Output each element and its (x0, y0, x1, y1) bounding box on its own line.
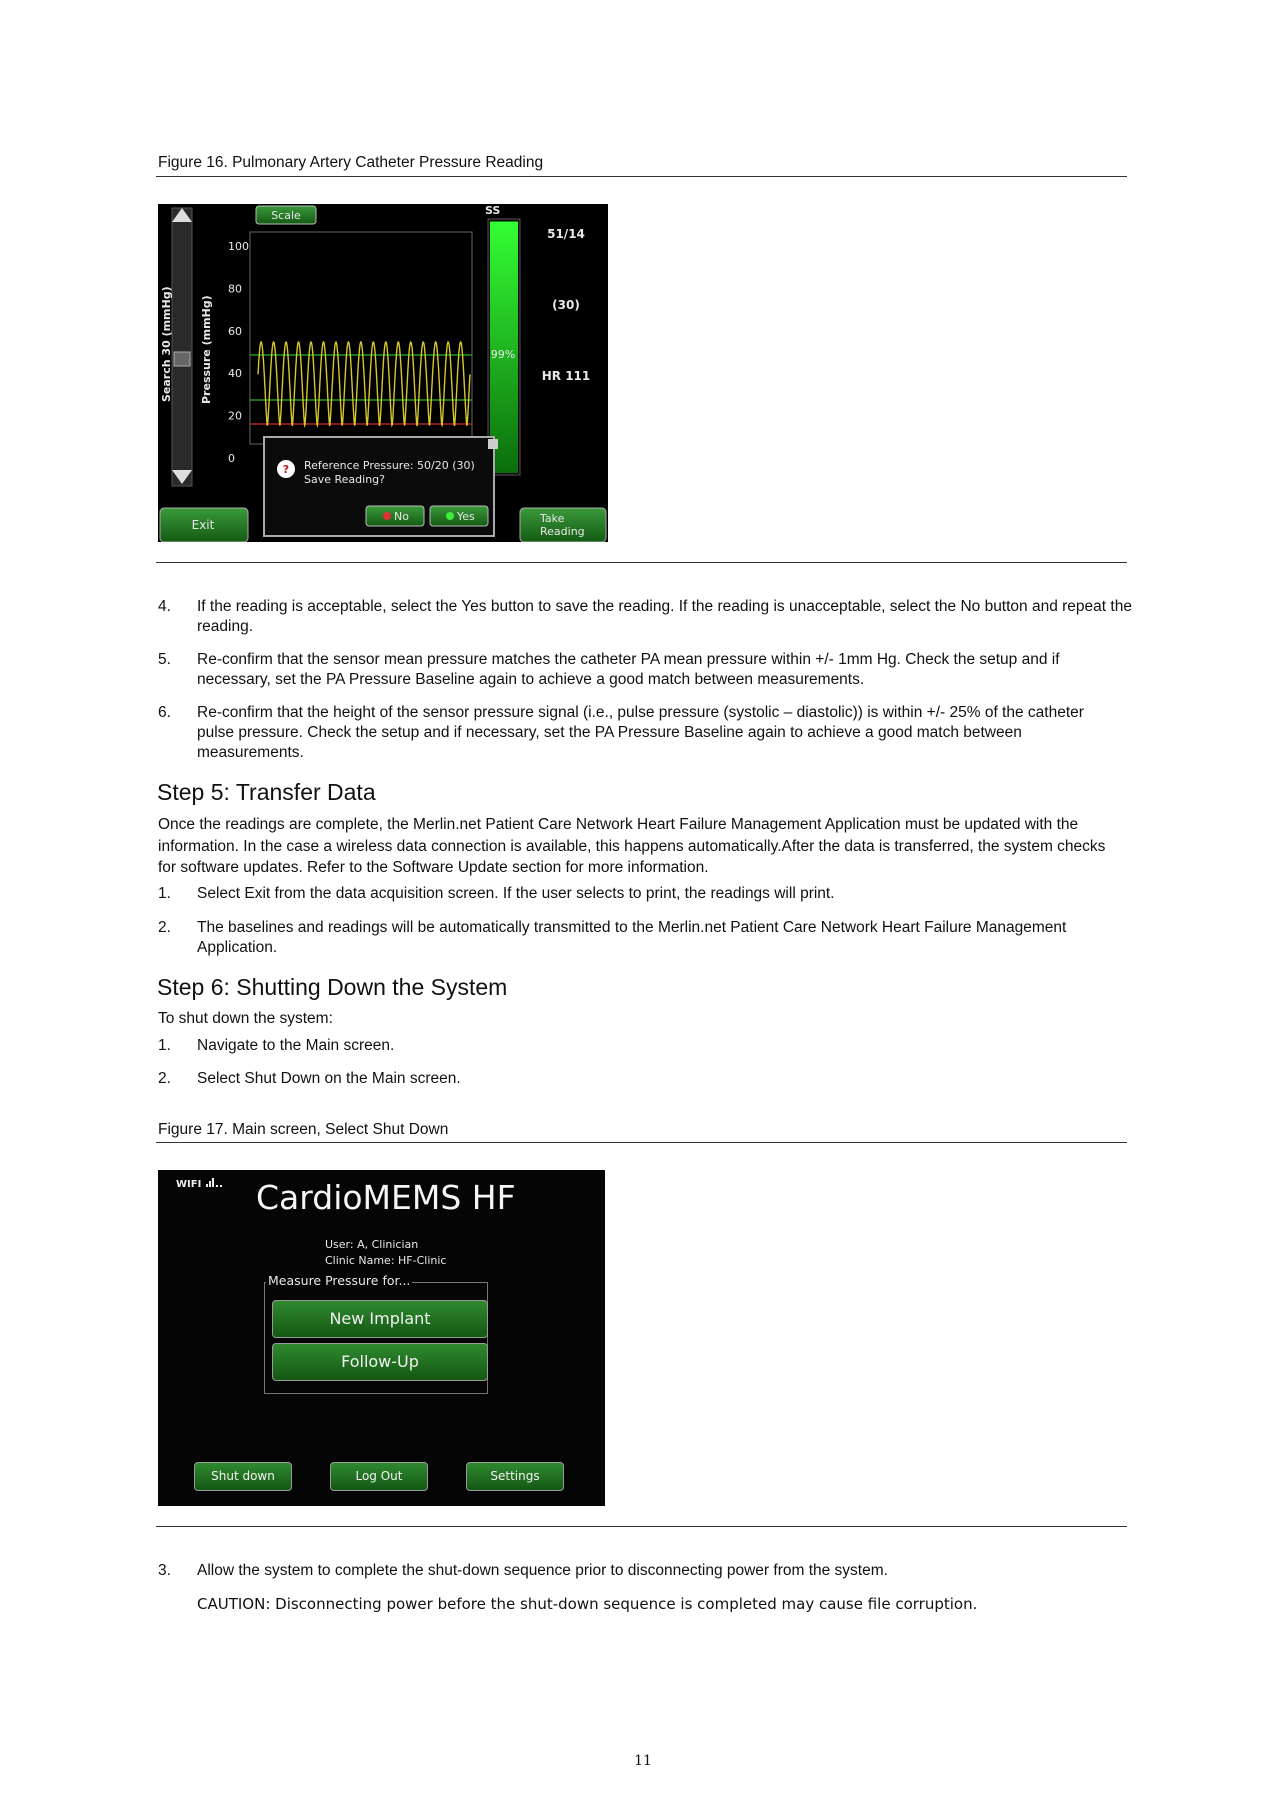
plot-area (250, 232, 472, 444)
log-out-button[interactable]: Log Out (330, 1462, 428, 1491)
new-implant-button[interactable]: New Implant (272, 1300, 488, 1338)
no-icon (383, 512, 391, 520)
caution-text: CAUTION: Disconnecting power before the shut-down sequence is completed may cause file corruption. (197, 1595, 978, 1613)
user-label: User: A, Clinician (325, 1238, 419, 1251)
no-button-label: No (394, 510, 409, 523)
step-6-text: Re-confirm that the height of the sensor pressure signal (i.e., pulse pressure (systolic – diastolic)) is within +/- 25% of the catheter pulse pressure. Check the setup and if necessary, set the PA Pressure Baseline again to achieve a good match between measurements. (197, 704, 1084, 761)
step-6-item-1-text: Navigate to the Main screen. (197, 1037, 395, 1054)
step-6-item-2-number: 2. (158, 1070, 171, 1087)
wifi-indicator (176, 1178, 222, 1190)
main-screen-screenshot (158, 1170, 605, 1506)
heart-rate-value: HR 111 (541, 369, 591, 383)
dialog-close-icon (488, 439, 498, 449)
page-number: 11 (634, 1753, 652, 1769)
y-tick-label: 100 (228, 240, 249, 253)
dialog-save-question: Save Reading? (304, 473, 385, 486)
dialog-reference-pressure: Reference Pressure: 50/20 (30) (304, 459, 475, 472)
step-5-item-2-number: 2. (158, 919, 171, 936)
y-axis-label: Pressure (mmHg) (200, 295, 213, 404)
search-label: Search 30 (mmHg) (160, 286, 173, 402)
figure-17-caption-rule (156, 1142, 1127, 1143)
step-5-number: 5. (158, 651, 171, 668)
y-tick-label: 0 (228, 452, 235, 465)
yes-icon (446, 512, 454, 520)
shut-down-button[interactable]: Shut down (194, 1462, 292, 1491)
y-tick-label: 40 (228, 367, 242, 381)
app-title: CardioMEMS HF (256, 1178, 516, 1217)
systolic-diastolic-value: 51/14 (547, 227, 585, 241)
step-6-intro: To shut down the system: (158, 1010, 333, 1027)
search-slider-track (172, 208, 192, 486)
take-reading-label-2: Reading (540, 525, 585, 538)
figure-16-caption: Figure 16. Pulmonary Artery Catheter Pressure Reading (158, 154, 544, 171)
follow-up-button[interactable]: Follow-Up (272, 1343, 488, 1381)
ss-label: SS (485, 204, 501, 217)
step-6-heading: Step 6: Shutting Down the System (157, 974, 508, 1000)
y-ticks (228, 240, 249, 465)
step-5-item-2-text: The baselines and readings will be automatically transmitted to the Merlin.net Patient Care Network Heart Failure Management Application. (197, 919, 1067, 956)
take-reading-label-1: Take (540, 512, 565, 525)
step-6-item-2-text: Select Shut Down on the Main screen. (197, 1070, 461, 1087)
step-3-number: 3. (158, 1562, 171, 1579)
figure-17-caption: Figure 17. Main screen, Select Shut Down (158, 1121, 449, 1138)
signal-strength-value: 99% (490, 348, 516, 361)
wifi-label: WIFI (176, 1179, 202, 1190)
wifi-signal-icon (205, 1178, 222, 1190)
figure-16-bottom-rule (156, 562, 1127, 563)
y-tick-label: 80 (228, 282, 242, 296)
measure-pressure-label: Measure Pressure for... (268, 1273, 411, 1288)
y-tick-label: 60 (228, 324, 242, 338)
mean-value: (30) (552, 298, 580, 312)
caption-rule (156, 176, 1127, 177)
pressure-reading-screenshot (158, 204, 608, 542)
settings-button[interactable]: Settings (466, 1462, 564, 1491)
step-4-text: If the reading is acceptable, select the Yes button to save the reading. If the reading is unacceptable, select the No button and repeat the reading. (197, 598, 1132, 635)
scale-button-label: Scale (271, 209, 301, 222)
clinic-label: Clinic Name: HF-Clinic (325, 1254, 447, 1267)
y-tick-label: 20 (228, 409, 242, 423)
search-slider-thumb (174, 352, 190, 366)
step-5-heading: Step 5: Transfer Data (157, 779, 376, 805)
step-5-item-1-number: 1. (158, 885, 171, 902)
step-6-number: 6. (158, 704, 171, 721)
step-4-number: 4. (158, 598, 171, 615)
yes-button-label: Yes (457, 510, 475, 523)
question-icon-glyph: ? (282, 463, 290, 476)
step-5-text: Re-confirm that the sensor mean pressure matches the catheter PA mean pressure within +/- 1mm Hg. Check the setup and if necessary, set the PA Pressure Baseline again to achieve a good match between measurements. (197, 651, 1060, 688)
step-6-item-1-number: 1. (158, 1037, 171, 1054)
step-5-intro: Once the readings are complete, the Merlin.net Patient Care Network Heart Failure Management Application must be updated with the information. In the case a wireless data connection is available, this happens automatically.After the data is transferred, the system checks for software updates. Refer to the Software Update section for more information. (158, 816, 1106, 876)
step-5-item-1-text: Select Exit from the data acquisition screen. If the user selects to print, the readings will print. (197, 885, 835, 902)
figure-17-bottom-rule (156, 1526, 1127, 1527)
exit-button-label: Exit (191, 518, 215, 532)
step-3-text: Allow the system to complete the shut-down sequence prior to disconnecting power from the system. (197, 1562, 888, 1579)
